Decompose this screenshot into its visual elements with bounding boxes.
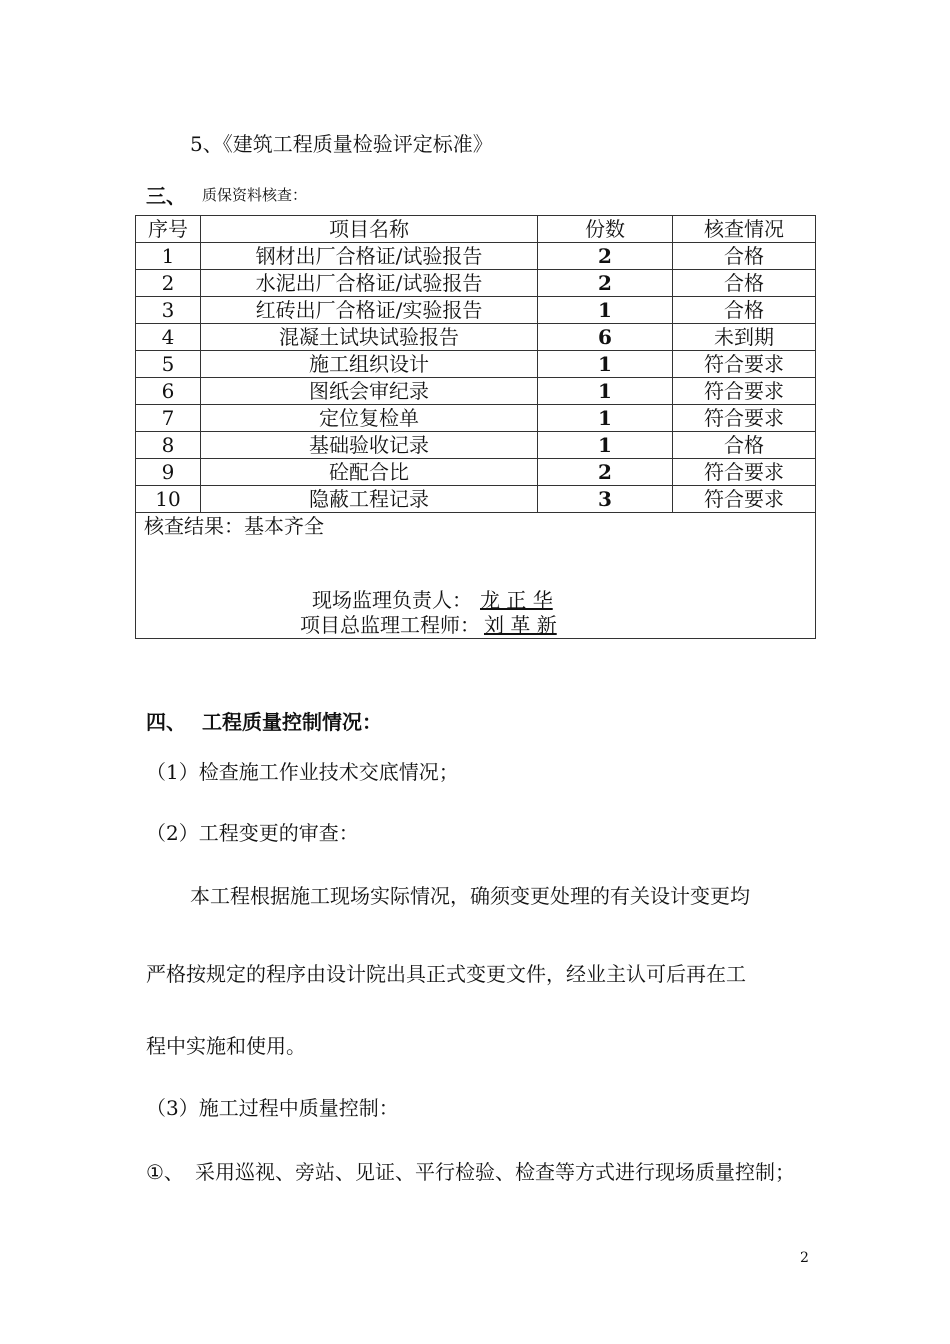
header-name: 项目名称 <box>201 216 538 243</box>
cell-status: 合格 <box>673 432 816 459</box>
site-supervisor-name: 龙 正 华 <box>480 588 553 612</box>
body-line-1: 本工程根据施工现场实际情况，确须变更处理的有关设计变更均 <box>190 884 750 908</box>
header-status: 核查情况 <box>673 216 816 243</box>
cell-no: 4 <box>136 324 201 351</box>
table-row <box>136 270 816 297</box>
cell-count: 1 <box>538 351 673 378</box>
cell-no: 3 <box>136 297 201 324</box>
cell-count: 6 <box>538 324 673 351</box>
cell-status: 符合要求 <box>673 351 816 378</box>
qa-documents-table <box>135 215 816 639</box>
cell-no: 6 <box>136 378 201 405</box>
cell-no: 8 <box>136 432 201 459</box>
item-1: （1）检查施工作业技术交底情况； <box>146 760 459 784</box>
chief-engineer-label: 项目总监理工程师： <box>300 613 480 637</box>
result-cell <box>136 513 816 639</box>
page-number: 2 <box>800 1250 809 1266</box>
site-supervisor-label: 现场监理负责人： <box>312 588 472 612</box>
cell-no: 10 <box>136 486 201 513</box>
cell-count: 1 <box>538 432 673 459</box>
table-row <box>136 378 816 405</box>
header-count: 份数 <box>538 216 673 243</box>
table-header-row <box>136 216 816 243</box>
item-circle-1-text: 采用巡视、旁站、见证、平行检验、检查等方式进行现场质量控制； <box>195 1160 795 1184</box>
cell-no: 2 <box>136 270 201 297</box>
table-row <box>136 324 816 351</box>
cell-status: 符合要求 <box>673 459 816 486</box>
cell-status: 符合要求 <box>673 378 816 405</box>
header-no: 序号 <box>136 216 201 243</box>
cell-count: 1 <box>538 405 673 432</box>
result-row <box>136 513 816 639</box>
site-supervisor-signature <box>312 587 553 613</box>
cell-name: 施工组织设计 <box>201 351 538 378</box>
cell-status: 符合要求 <box>673 405 816 432</box>
cell-status: 合格 <box>673 297 816 324</box>
table-row <box>136 351 816 378</box>
cell-no: 7 <box>136 405 201 432</box>
table-row <box>136 405 816 432</box>
cell-no: 9 <box>136 459 201 486</box>
section-4-title: 工程质量控制情况： <box>202 710 382 734</box>
cell-name: 混凝土试块试验报告 <box>201 324 538 351</box>
cell-no: 1 <box>136 243 201 270</box>
item-3: （3）施工过程中质量控制： <box>146 1096 399 1120</box>
item-2: （2）工程变更的审查： <box>146 821 359 845</box>
table-row <box>136 297 816 324</box>
cell-name: 图纸会审纪录 <box>201 378 538 405</box>
body-line-2: 严格按规定的程序由设计院出具正式变更文件，经业主认可后再在工 <box>146 962 746 986</box>
chief-engineer-name: 刘 革 新 <box>484 613 557 637</box>
check-result: 核查结果：基本齐全 <box>144 514 324 538</box>
cell-name: 基础验收记录 <box>201 432 538 459</box>
section-3-number: 三、 <box>146 184 186 208</box>
cell-count: 2 <box>538 270 673 297</box>
body-line-3: 程中实施和使用。 <box>146 1034 306 1058</box>
cell-status: 合格 <box>673 243 816 270</box>
chief-engineer-signature <box>300 612 557 638</box>
cell-status: 符合要求 <box>673 486 816 513</box>
table-row <box>136 459 816 486</box>
table-row <box>136 486 816 513</box>
cell-name: 定位复检单 <box>201 405 538 432</box>
cell-name: 钢材出厂合格证/试验报告 <box>201 243 538 270</box>
section-4-number: 四、 <box>146 710 186 734</box>
cell-name: 红砖出厂合格证/实验报告 <box>201 297 538 324</box>
cell-name: 砼配合比 <box>201 459 538 486</box>
cell-count: 2 <box>538 243 673 270</box>
cell-name: 水泥出厂合格证/试验报告 <box>201 270 538 297</box>
cell-no: 5 <box>136 351 201 378</box>
table-row <box>136 432 816 459</box>
cell-count: 1 <box>538 297 673 324</box>
cell-count: 1 <box>538 378 673 405</box>
cell-status: 未到期 <box>673 324 816 351</box>
section-3-title: 质保资料核查： <box>202 186 308 204</box>
cell-count: 2 <box>538 459 673 486</box>
cell-status: 合格 <box>673 270 816 297</box>
cell-name: 隐蔽工程记录 <box>201 486 538 513</box>
table-row <box>136 243 816 270</box>
cell-count: 3 <box>538 486 673 513</box>
standard-item-5: 5、《建筑工程质量检验评定标准》 <box>190 132 493 156</box>
item-circle-1-number: ①、 <box>146 1160 184 1184</box>
